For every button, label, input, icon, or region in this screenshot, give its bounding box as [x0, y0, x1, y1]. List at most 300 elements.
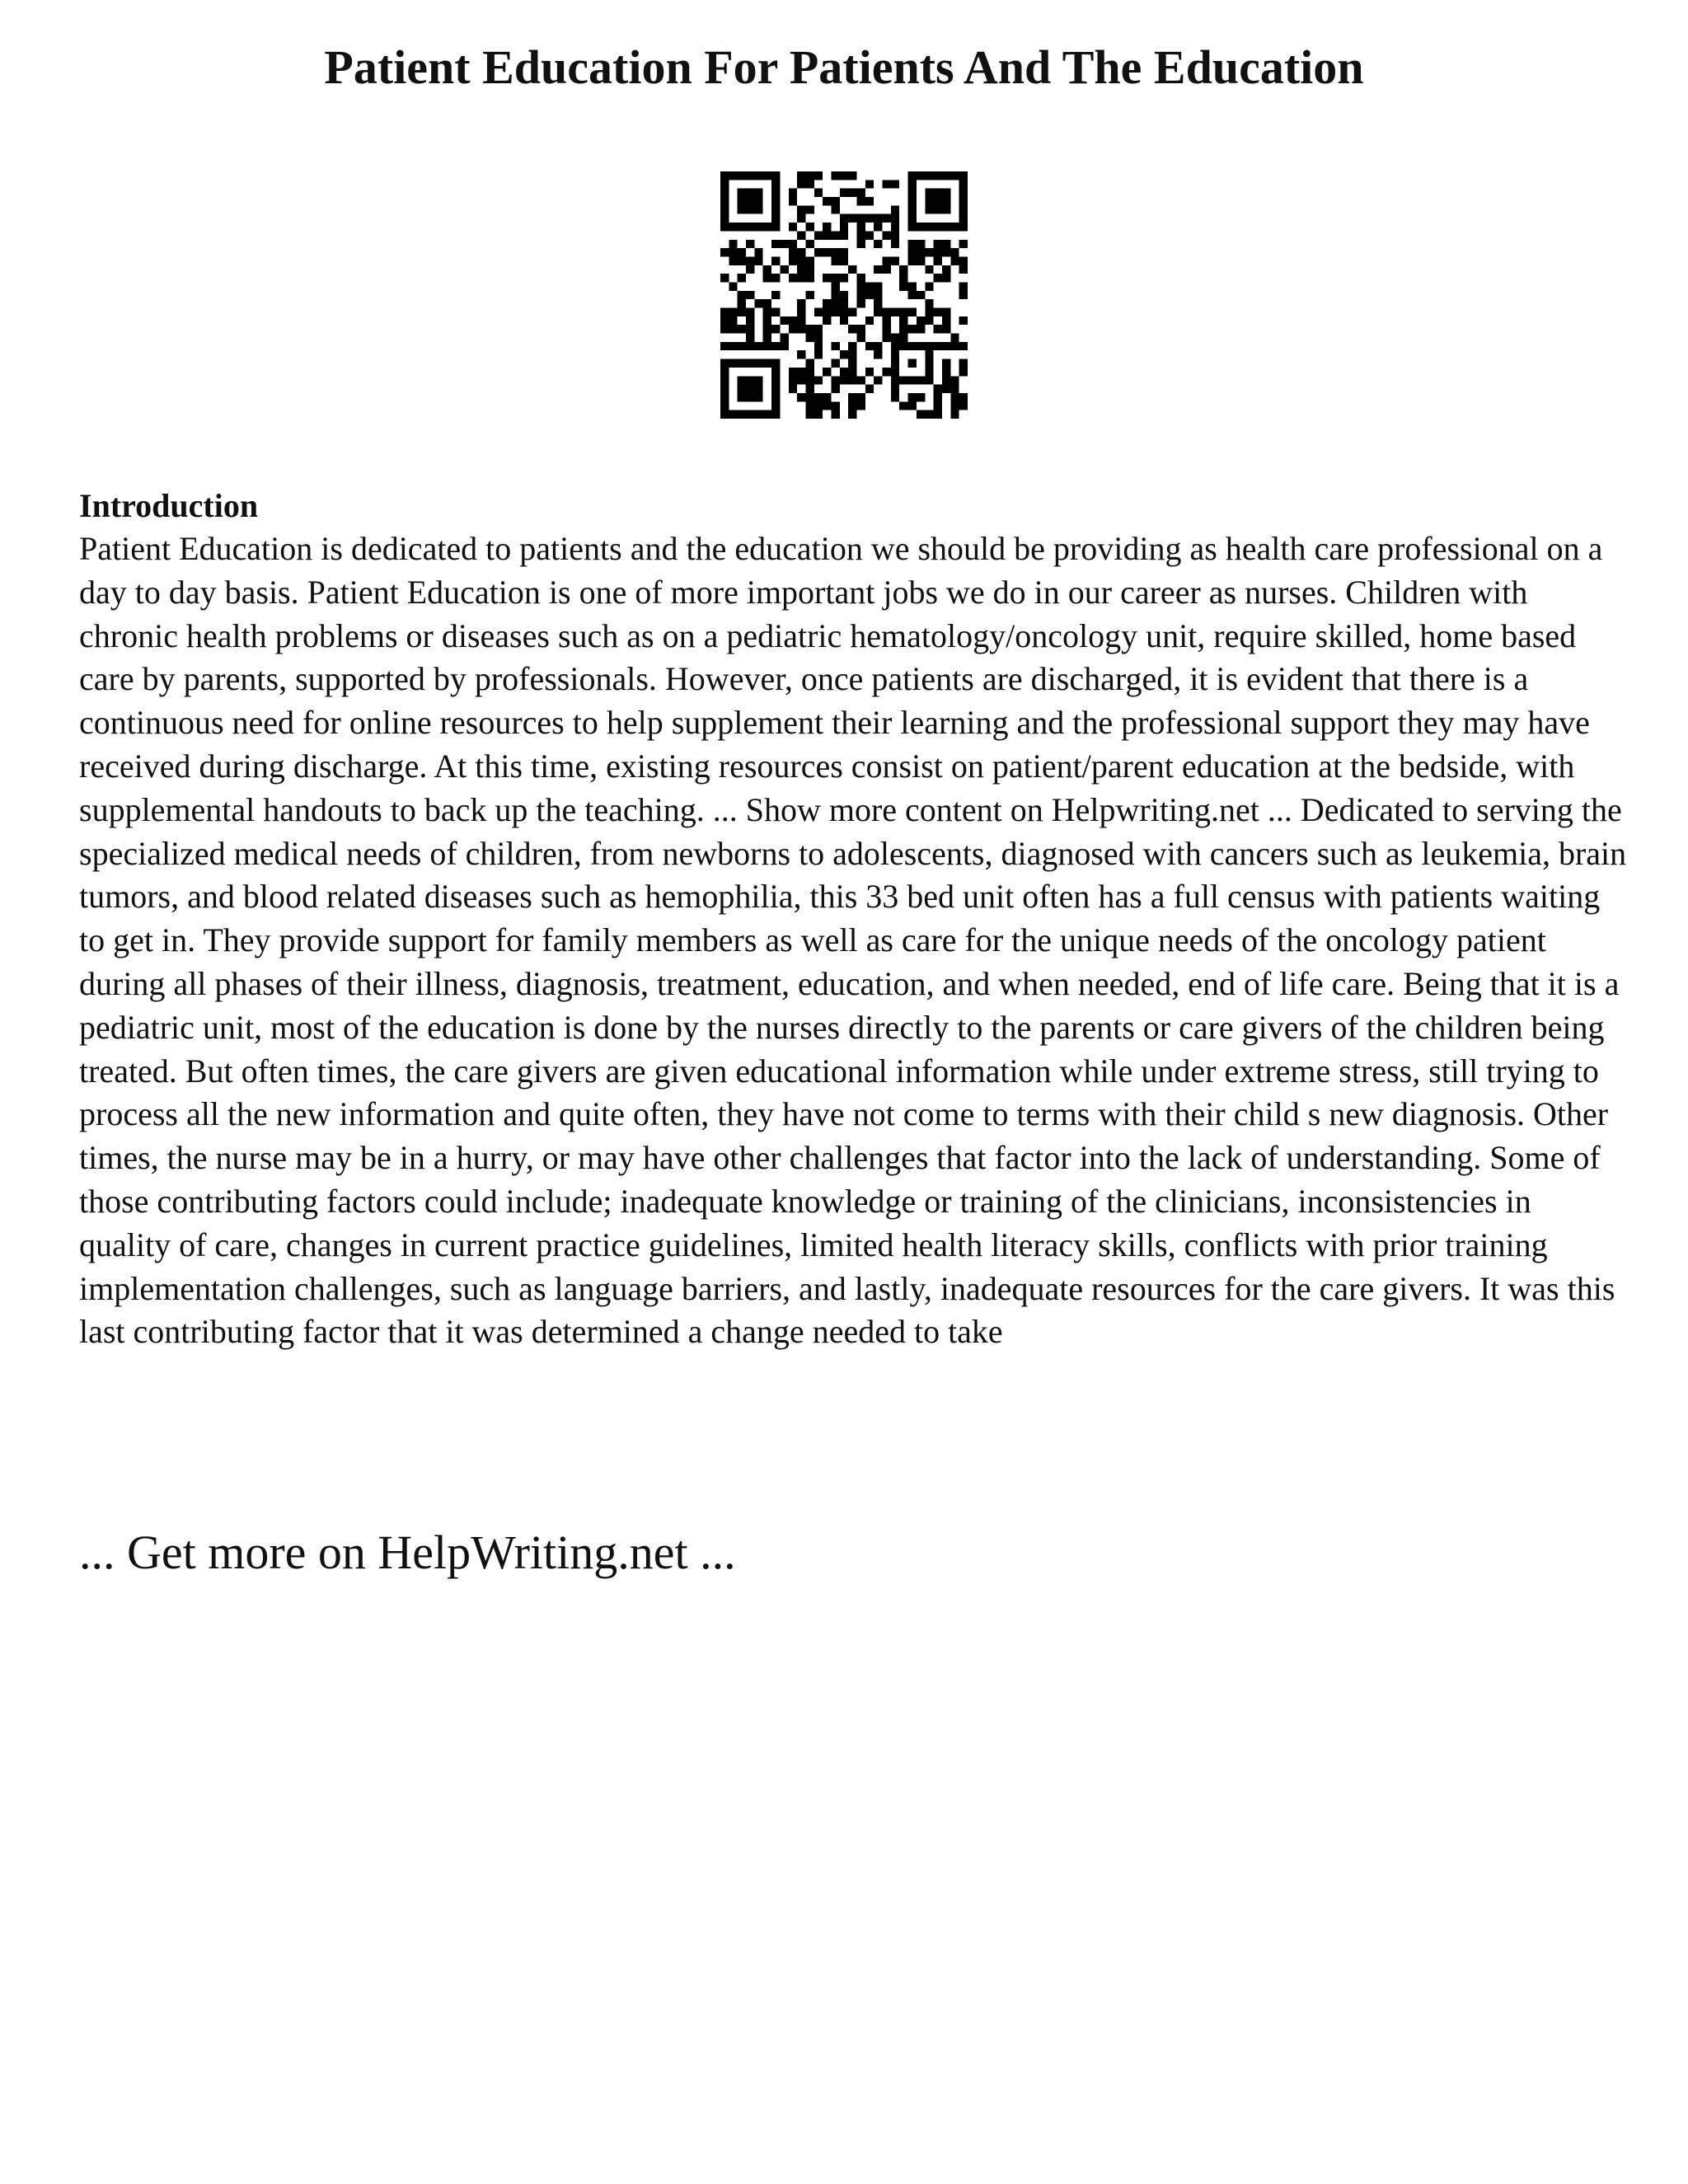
- qr-module: [899, 316, 907, 325]
- qr-module: [908, 376, 917, 384]
- qr-module: [942, 308, 950, 316]
- qr-module: [831, 171, 839, 180]
- qr-module: [899, 308, 907, 316]
- qr-module: [959, 342, 968, 350]
- qr-module: [840, 316, 848, 325]
- qr-module: [746, 240, 754, 248]
- qr-module: [746, 171, 754, 180]
- qr-module: [848, 342, 856, 350]
- qr-module: [831, 231, 839, 239]
- qr-module: [942, 274, 950, 282]
- qr-module: [959, 171, 968, 180]
- qr-module: [814, 189, 823, 197]
- qr-module: [754, 410, 762, 419]
- qr-module: [925, 359, 933, 368]
- qr-module: [738, 189, 746, 197]
- qr-module: [754, 299, 762, 307]
- qr-module: [797, 350, 805, 359]
- qr-module: [942, 265, 950, 274]
- qr-module: [959, 180, 968, 188]
- qr-module: [738, 410, 746, 419]
- qr-module: [754, 197, 762, 205]
- qr-module: [959, 265, 968, 274]
- qr-module: [831, 308, 839, 316]
- qr-module: [823, 231, 831, 239]
- qr-module: [934, 393, 942, 401]
- qr-module: [746, 342, 754, 350]
- qr-module: [754, 359, 762, 368]
- qr-module: [763, 410, 771, 419]
- qr-module: [883, 265, 891, 274]
- qr-module: [865, 180, 874, 188]
- qr-module: [959, 282, 968, 290]
- qr-module: [891, 180, 899, 188]
- qr-module: [891, 223, 899, 231]
- qr-module: [942, 368, 950, 376]
- qr-module: [754, 393, 762, 401]
- qr-module: [942, 359, 950, 368]
- qr-module: [865, 385, 874, 393]
- qr-module: [823, 299, 831, 307]
- qr-module: [797, 231, 805, 239]
- qr-module: [738, 359, 746, 368]
- qr-module: [874, 223, 882, 231]
- qr-module: [899, 401, 907, 410]
- qr-module: [763, 308, 771, 316]
- qr-module: [720, 316, 729, 325]
- qr-module: [840, 350, 848, 359]
- qr-module: [950, 171, 959, 180]
- qr-module: [857, 231, 865, 239]
- qr-module: [720, 214, 729, 223]
- qr-module: [746, 410, 754, 419]
- qr-module: [746, 223, 754, 231]
- qr-module: [771, 274, 780, 282]
- qr-module: [797, 214, 805, 223]
- qr-module: [805, 385, 814, 393]
- qr-module: [891, 334, 899, 342]
- qr-module: [805, 223, 814, 231]
- qr-module: [848, 265, 856, 274]
- qr-module: [720, 223, 729, 231]
- qr-module: [771, 410, 780, 419]
- qr-module: [942, 325, 950, 333]
- qr-module: [738, 205, 746, 213]
- qr-module: [720, 393, 729, 401]
- qr-module: [942, 205, 950, 213]
- qr-module: [729, 248, 737, 256]
- qr-module: [874, 342, 882, 350]
- qr-module: [840, 248, 848, 256]
- qr-module: [763, 334, 771, 342]
- qr-module: [805, 368, 814, 376]
- qr-module: [959, 197, 968, 205]
- qr-module: [874, 240, 882, 248]
- qr-module: [814, 350, 823, 359]
- qr-module: [720, 385, 729, 393]
- qr-module: [754, 171, 762, 180]
- qr-module: [805, 376, 814, 384]
- qr-module: [738, 393, 746, 401]
- qr-module: [942, 223, 950, 231]
- qr-module: [959, 205, 968, 213]
- qr-module: [891, 359, 899, 368]
- qr-module: [917, 342, 925, 350]
- qr-module: [891, 376, 899, 384]
- qr-module: [746, 291, 754, 299]
- qr-module: [857, 401, 865, 410]
- qr-module: [729, 240, 737, 248]
- qr-module: [865, 342, 874, 350]
- qr-module: [865, 282, 874, 290]
- qr-module: [780, 265, 788, 274]
- qr-module: [908, 197, 917, 205]
- qr-module: [950, 334, 959, 342]
- qr-module: [883, 368, 891, 376]
- qr-module: [908, 393, 917, 401]
- qr-module: [797, 308, 805, 316]
- qr-module: [823, 368, 831, 376]
- qr-module: [823, 308, 831, 316]
- qr-module: [720, 274, 729, 282]
- qr-module: [771, 256, 780, 265]
- qr-module: [848, 401, 856, 410]
- qr-module: [865, 368, 874, 376]
- qr-module: [729, 359, 737, 368]
- qr-module: [805, 205, 814, 213]
- qr-module: [934, 401, 942, 410]
- qr-module: [746, 316, 754, 325]
- page-title: Patient Education For Patients And The Education: [324, 40, 1364, 94]
- qr-module: [925, 248, 933, 256]
- qr-module: [763, 274, 771, 282]
- qr-module: [789, 274, 797, 282]
- qr-module: [797, 248, 805, 256]
- qr-module: [823, 393, 831, 401]
- qr-module: [874, 282, 882, 290]
- qr-module: [950, 410, 959, 419]
- qr-module: [891, 308, 899, 316]
- qr-module: [823, 274, 831, 282]
- qr-module: [771, 359, 780, 368]
- qr-module: [925, 299, 933, 307]
- qr-module: [805, 265, 814, 274]
- qr-module: [746, 189, 754, 197]
- qr-module: [959, 368, 968, 376]
- qr-module: [729, 342, 737, 350]
- qr-module: [729, 282, 737, 290]
- qr-module: [780, 240, 788, 248]
- qr-module: [797, 393, 805, 401]
- qr-module: [917, 291, 925, 299]
- qr-module: [917, 171, 925, 180]
- qr-module: [899, 376, 907, 384]
- qr-module: [857, 299, 865, 307]
- qr-module: [720, 410, 729, 419]
- qr-module: [857, 240, 865, 248]
- qr-module: [771, 223, 780, 231]
- qr-module: [883, 316, 891, 325]
- qr-module: [865, 214, 874, 223]
- qr-module: [942, 316, 950, 325]
- qr-module: [950, 248, 959, 256]
- qr-module: [720, 248, 729, 256]
- qr-module: [934, 223, 942, 231]
- qr-module: [763, 325, 771, 333]
- qr-module: [857, 214, 865, 223]
- qr-module: [917, 393, 925, 401]
- qr-module: [771, 171, 780, 180]
- qr-module: [738, 171, 746, 180]
- qr-module: [814, 325, 823, 333]
- qr-module: [891, 256, 899, 265]
- qr-module: [908, 214, 917, 223]
- qr-module: [908, 342, 917, 350]
- qr-module: [848, 308, 856, 316]
- qr-module: [840, 214, 848, 223]
- qr-module: [789, 325, 797, 333]
- qr-module: [950, 385, 959, 393]
- qr-module: [840, 256, 848, 265]
- qr-module: [729, 256, 737, 265]
- qr-module: [925, 282, 933, 290]
- qr-module: [729, 316, 737, 325]
- qr-module: [771, 240, 780, 248]
- qr-module: [934, 342, 942, 350]
- qr-module: [771, 368, 780, 376]
- qr-module: [771, 308, 780, 316]
- qr-module: [865, 197, 874, 205]
- qr-module: [934, 325, 942, 333]
- qr-module: [908, 359, 917, 368]
- qr-module: [771, 342, 780, 350]
- qr-module: [746, 393, 754, 401]
- get-more-link[interactable]: ... Get more on HelpWriting.net ...: [79, 1526, 736, 1579]
- qr-module: [738, 376, 746, 384]
- qr-module: [831, 385, 839, 393]
- qr-module: [729, 410, 737, 419]
- qr-module: [883, 214, 891, 223]
- qr-module: [865, 231, 874, 239]
- qr-module: [738, 385, 746, 393]
- qr-module: [874, 299, 882, 307]
- qr-module: [865, 316, 874, 325]
- qr-module: [771, 325, 780, 333]
- qr-module: [908, 401, 917, 410]
- qr-module: [840, 376, 848, 384]
- qr-module: [899, 282, 907, 290]
- qr-module: [840, 274, 848, 282]
- qr-module: [797, 376, 805, 384]
- qr-module: [925, 316, 933, 325]
- qr-module: [771, 205, 780, 213]
- qr-module: [729, 223, 737, 231]
- qr-module: [805, 291, 814, 299]
- qr-module: [934, 308, 942, 316]
- qr-module: [738, 342, 746, 350]
- qr-module: [925, 342, 933, 350]
- qr-module: [763, 299, 771, 307]
- qr-module: [746, 385, 754, 393]
- qr-module: [771, 197, 780, 205]
- qr-module: [823, 223, 831, 231]
- qr-module: [891, 214, 899, 223]
- qr-module: [934, 274, 942, 282]
- qr-module: [857, 325, 865, 333]
- qr-module: [840, 368, 848, 376]
- qr-module: [831, 197, 839, 205]
- qr-module: [831, 256, 839, 265]
- qr-module: [789, 240, 797, 248]
- qr-module: [917, 256, 925, 265]
- qr-module: [934, 171, 942, 180]
- qr-module: [746, 256, 754, 265]
- qr-module: [720, 189, 729, 197]
- qr-module: [797, 368, 805, 376]
- qr-module: [857, 291, 865, 299]
- qr-module: [720, 359, 729, 368]
- qr-module: [840, 171, 848, 180]
- qr-module: [746, 308, 754, 316]
- qr-module: [857, 189, 865, 197]
- qr-module: [771, 393, 780, 401]
- qr-module: [925, 410, 933, 419]
- qr-module: [814, 342, 823, 350]
- qr-module: [831, 205, 839, 213]
- qr-module: [789, 385, 797, 393]
- qr-module: [840, 231, 848, 239]
- qr-module: [805, 240, 814, 248]
- qr-module: [746, 334, 754, 342]
- qr-module: [959, 401, 968, 410]
- qr-module: [720, 171, 729, 180]
- qr-module: [738, 274, 746, 282]
- qr-module: [848, 171, 856, 180]
- qr-module: [763, 359, 771, 368]
- qr-module: [883, 334, 891, 342]
- qr-module: [925, 350, 933, 359]
- qr-module: [805, 171, 814, 180]
- qr-module: [797, 180, 805, 188]
- qr-module: [950, 401, 959, 410]
- qr-module: [840, 299, 848, 307]
- qr-module: [874, 291, 882, 299]
- qr-module: [789, 368, 797, 376]
- qr-module: [746, 325, 754, 333]
- qr-module: [908, 223, 917, 231]
- qr-module: [729, 325, 737, 333]
- qr-module: [771, 214, 780, 223]
- qr-module: [771, 401, 780, 410]
- qr-module: [831, 410, 839, 419]
- qr-module: [848, 410, 856, 419]
- qr-module: [959, 214, 968, 223]
- qr-module: [729, 308, 737, 316]
- qr-module: [925, 223, 933, 231]
- qr-module: [831, 376, 839, 384]
- qr-module: [754, 223, 762, 231]
- qr-module: [925, 205, 933, 213]
- qr-module: [934, 385, 942, 393]
- qr-module: [720, 342, 729, 350]
- qr-module: [720, 368, 729, 376]
- qr-module: [917, 376, 925, 384]
- qr-module: [848, 376, 856, 384]
- qr-module: [848, 368, 856, 376]
- qr-module: [899, 325, 907, 333]
- qr-module: [814, 376, 823, 384]
- qr-module: [925, 308, 933, 316]
- qr-module: [899, 342, 907, 350]
- qr-module: [950, 256, 959, 265]
- qr-module: [899, 334, 907, 342]
- qr-module: [917, 248, 925, 256]
- qr-module: [848, 393, 856, 401]
- qr-module: [840, 223, 848, 231]
- qr-module: [797, 256, 805, 265]
- qr-module: [771, 376, 780, 384]
- qr-module: [959, 256, 968, 265]
- qr-module: [746, 359, 754, 368]
- qr-module: [950, 376, 959, 384]
- qr-module: [754, 376, 762, 384]
- section-heading: Introduction: [79, 487, 259, 524]
- qr-module: [891, 350, 899, 359]
- qr-module: [814, 334, 823, 342]
- qr-module: [797, 205, 805, 213]
- qr-module: [738, 256, 746, 265]
- qr-module: [738, 291, 746, 299]
- qr-module: [917, 240, 925, 248]
- qr-module: [771, 291, 780, 299]
- qr-module: [771, 385, 780, 393]
- qr-module: [857, 334, 865, 342]
- qr-module: [950, 393, 959, 401]
- qr-module: [738, 325, 746, 333]
- qr-module: [934, 205, 942, 213]
- qr-module: [959, 223, 968, 231]
- qr-module: [797, 299, 805, 307]
- qr-module: [942, 248, 950, 256]
- qr-module: [908, 325, 917, 333]
- qr-module: [805, 410, 814, 419]
- qr-module: [805, 401, 814, 410]
- qr-module: [942, 189, 950, 197]
- qr-module: [934, 410, 942, 419]
- qr-module: [883, 308, 891, 316]
- qr-module: [823, 316, 831, 325]
- qr-module: [789, 316, 797, 325]
- qr-module: [789, 248, 797, 256]
- qr-module: [934, 197, 942, 205]
- qr-module: [857, 274, 865, 282]
- qr-module: [925, 197, 933, 205]
- qr-module: [814, 393, 823, 401]
- qr-module: [805, 359, 814, 368]
- qr-module: [823, 197, 831, 205]
- qr-module: [831, 401, 839, 410]
- qr-module: [874, 308, 882, 316]
- qr-module: [942, 385, 950, 393]
- qr-module: [797, 171, 805, 180]
- qr-module: [908, 248, 917, 256]
- qr-module: [857, 223, 865, 231]
- qr-module: [814, 231, 823, 239]
- qr-module: [942, 342, 950, 350]
- qr-module: [942, 240, 950, 248]
- qr-module: [874, 265, 882, 274]
- qr-module: [891, 393, 899, 401]
